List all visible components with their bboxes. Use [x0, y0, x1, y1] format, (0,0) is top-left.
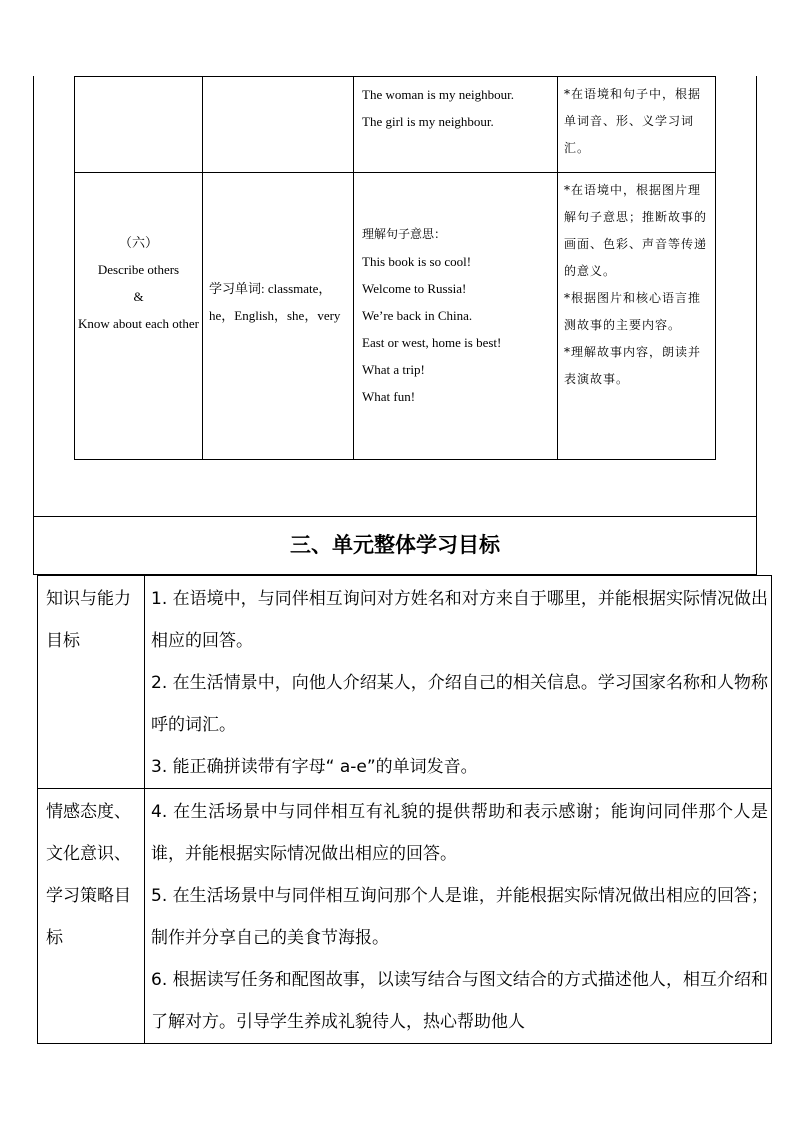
- goals-table: [37, 575, 772, 1044]
- lesson-title: &: [133, 289, 144, 304]
- sentences-cell: [354, 173, 558, 460]
- goal-item: 4. 在生活场景中与同伴相互有礼貌的提供帮助和表示感谢；能询问同伴那个人是谁，并能根据实际情况做出相应的回答。: [151, 802, 768, 864]
- words-cell: [203, 173, 354, 460]
- goal-item: 6. 根据读写任务和配图故事，以读写结合与图文结合的方式描述他人，相互介绍和了解对方。引导学生养成礼貌待人，热心帮助他人: [151, 970, 768, 1032]
- goal-item: 1. 在语境中，与同伴相互询问对方姓名和对方来自于哪里，并能根据实际情况做出相应的回答。: [151, 589, 768, 651]
- lesson-cell: [75, 77, 203, 173]
- objective-text: *在语境和句子中，根据单词音、形、义学习词汇。: [564, 87, 702, 155]
- objective-text: *理解故事内容，朗读并表演故事。: [564, 345, 702, 386]
- table-row: [38, 789, 772, 1044]
- lesson-table: [74, 76, 716, 460]
- sentence: The woman is my neighbour.: [362, 87, 515, 102]
- sentence: What a trip!: [362, 362, 425, 377]
- table-row: [75, 77, 716, 173]
- objective-text: *在语境中，根据图片理解句子意思；推断故事的画面、色彩、声音等传递的意义。: [564, 183, 708, 278]
- section-title: 三、单元整体学习目标: [33, 516, 757, 575]
- goal-item: 3. 能正确拼读带有字母“ a-e”的单词发音。: [151, 757, 478, 777]
- lesson-title: Know about each other: [78, 316, 199, 331]
- objective-text: *根据图片和核心语言推测故事的主要内容。: [564, 291, 702, 332]
- table-row: [75, 173, 716, 460]
- sentence: We’re back in China.: [362, 308, 473, 323]
- objectives-cell: [558, 77, 716, 173]
- words-text: 学习单词: classmate，he，English，she，very: [209, 281, 341, 323]
- sentence: What fun!: [362, 389, 416, 404]
- sentences-heading: 理解句子意思：: [362, 227, 447, 241]
- objectives-cell: [558, 173, 716, 460]
- goal-items: [145, 789, 772, 1044]
- goal-item: 5. 在生活场景中与同伴相互询问那个人是谁，并能根据实际情况做出相应的回答；制作并分享自己的美食节海报。: [151, 886, 768, 948]
- sentence: This book is so cool!: [362, 254, 472, 269]
- goal-label: 知识与能力目标: [38, 576, 145, 789]
- goal-item: 2. 在生活情景中，向他人介绍某人，介绍自己的相关信息。学习国家名称和人物称呼的词汇。: [151, 673, 768, 735]
- goal-items: [145, 576, 772, 789]
- goal-label: 情感态度、文化意识、学习策略目标: [38, 789, 145, 1044]
- sentence: Welcome to Russia!: [362, 281, 467, 296]
- lesson-title: Describe others: [97, 262, 180, 277]
- words-cell: [203, 77, 354, 173]
- sentence: East or west, home is best!: [362, 335, 502, 350]
- sentence: The girl is my neighbour.: [362, 114, 494, 129]
- lesson-number: （六）: [118, 235, 158, 250]
- sentences-cell: [354, 77, 558, 173]
- lesson-cell: [75, 173, 203, 460]
- table-row: [38, 576, 772, 789]
